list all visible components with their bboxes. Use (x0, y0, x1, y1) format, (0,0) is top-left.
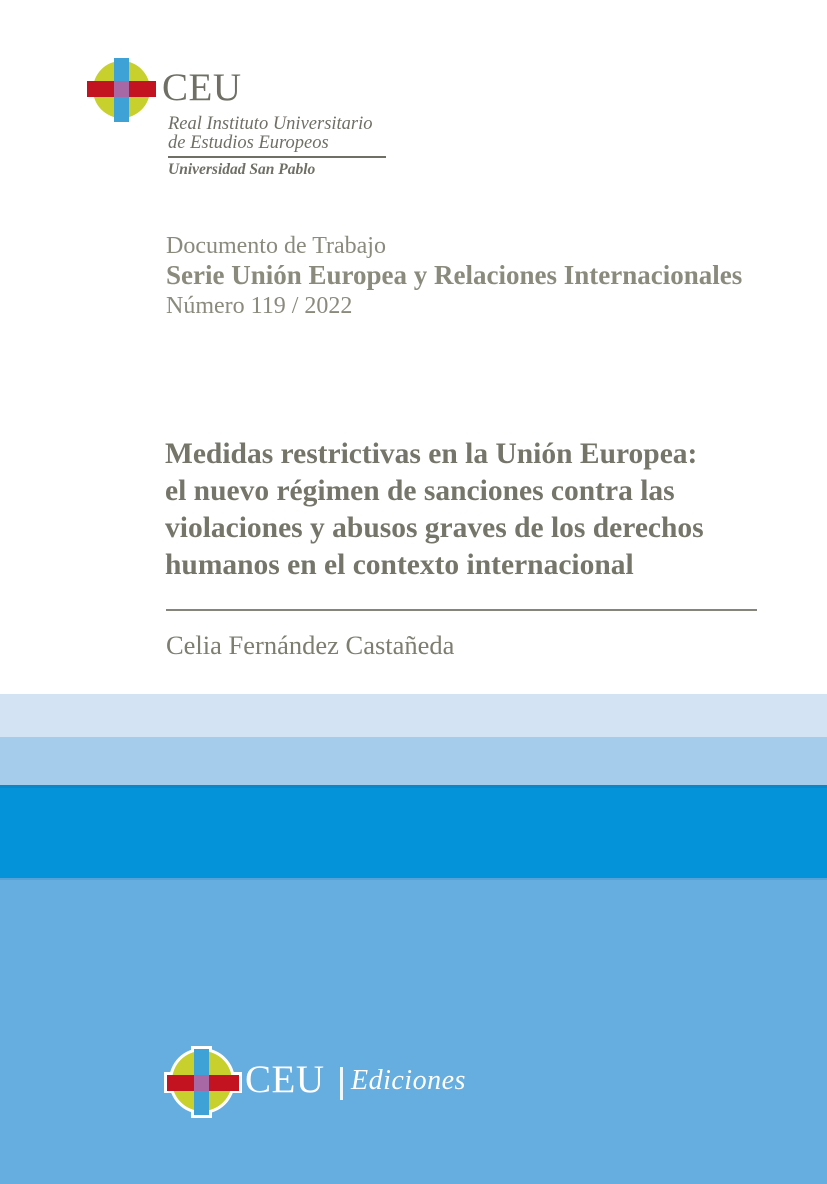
footer-band-bright (0, 785, 827, 878)
institute-name (168, 115, 373, 152)
series-title: Serie Unión Europea y Relaciones Internacionales (166, 260, 743, 290)
imprint-acronym: CEU (245, 1058, 325, 1101)
imprint-name: Ediciones (351, 1065, 466, 1096)
ceu-logo-icon (85, 56, 158, 122)
logo-cross-center (114, 81, 129, 97)
institute-name-line2: de Estudios Europeos (168, 132, 329, 153)
work-title-line1: Medidas restrictivas en la Unión Europea: (165, 438, 698, 470)
logo-divider-line (168, 156, 386, 158)
title-rule (166, 609, 757, 611)
footer-band-medium-light (0, 737, 827, 785)
university-name: Universidad San Pablo (168, 161, 316, 178)
logo-cross-center (194, 1075, 209, 1091)
issue-number: Número 119 / 2022 (166, 293, 353, 319)
footer-band-light (0, 694, 827, 737)
work-title-line4: humanos en el contexto internacional (165, 549, 634, 581)
work-title-line3: violaciones y abusos graves de los derechos (165, 512, 704, 544)
work-title-line2: el nuevo régimen de sanciones contra las (165, 475, 675, 507)
work-title (165, 436, 704, 584)
ceu-ediciones-logo-icon (164, 1044, 242, 1120)
series-heading (166, 232, 742, 322)
imprint-separator (340, 1067, 343, 1100)
ceu-acronym: CEU (162, 66, 242, 109)
institute-name-line1: Real Instituto Universitario (168, 114, 373, 134)
author-name: Celia Fernández Castañeda (166, 630, 455, 660)
footer-band-base (0, 878, 827, 1184)
document-type: Documento de Trabajo (166, 233, 386, 259)
